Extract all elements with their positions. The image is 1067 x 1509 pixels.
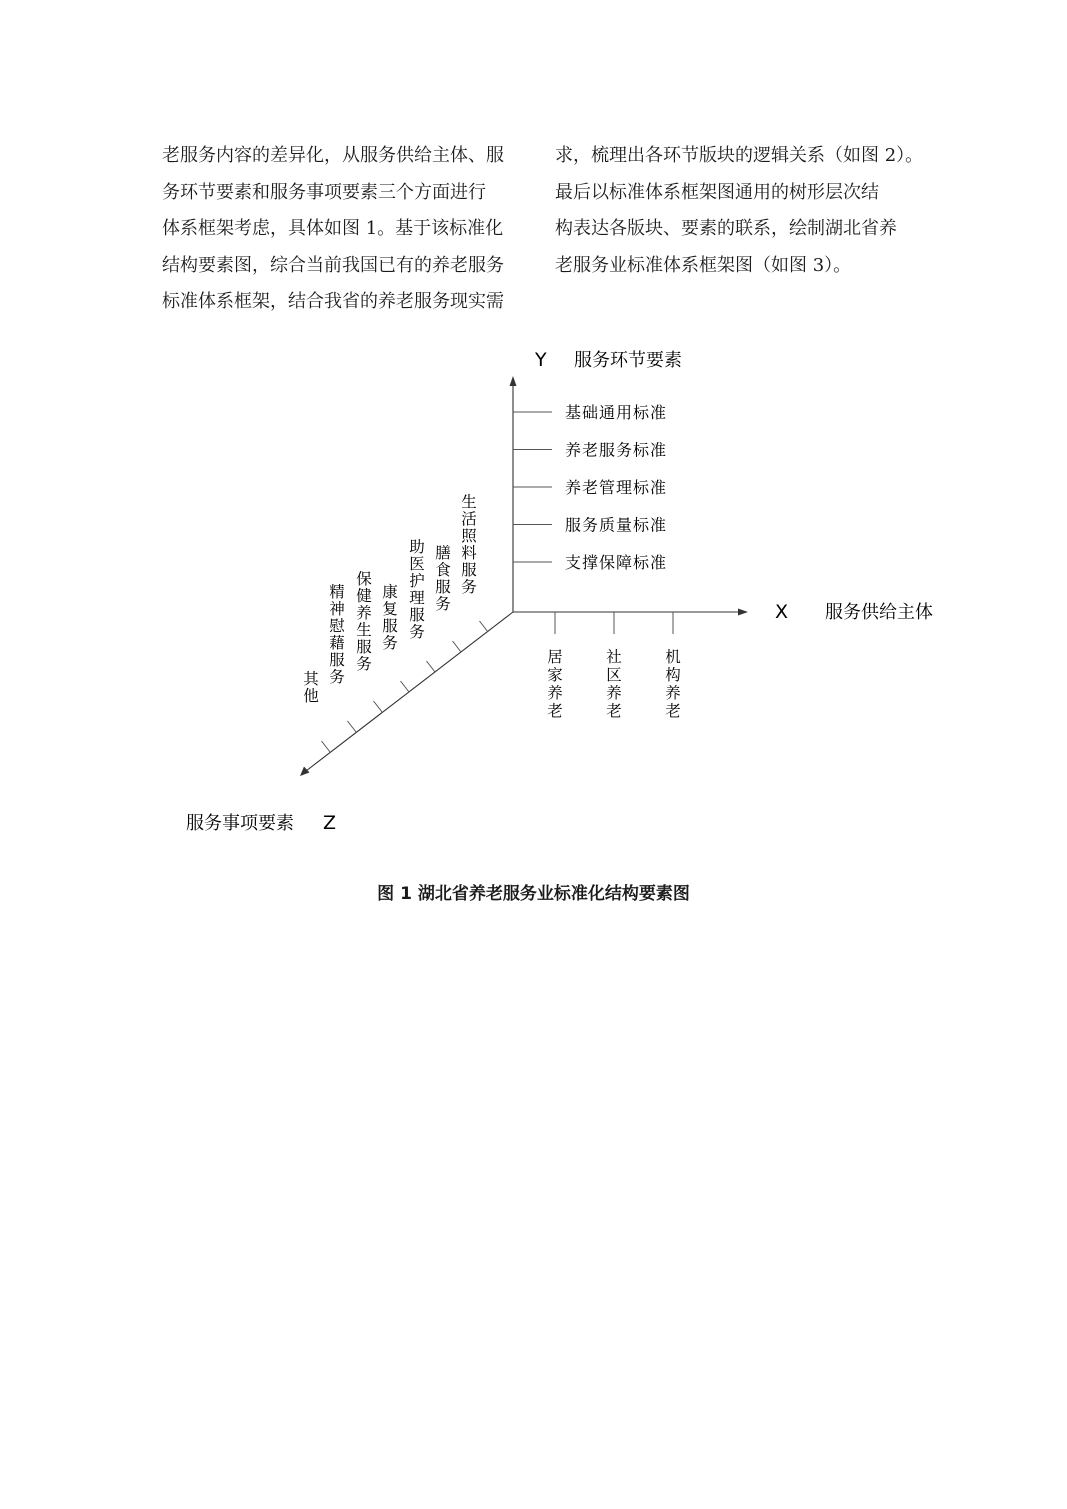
text-line: 体系框架考虑，具体如图 1。基于该标准化: [162, 218, 504, 239]
y-item-label: 养老管理标准: [565, 478, 668, 497]
x-item-label: 社区养老: [606, 648, 622, 720]
z-item-label: 助医护理服务: [409, 538, 425, 641]
text-line: 结构要素图，综合当前我国已有的养老服务: [162, 254, 504, 276]
z-tick: [374, 701, 383, 712]
z-axis-title: 服务事项要素: [186, 813, 294, 834]
figure-caption: 图 1 湖北省养老服务业标准化结构要素图: [377, 884, 690, 904]
x-axis-letter: X: [775, 601, 789, 623]
x-item-label: 居家养老: [547, 648, 563, 720]
y-item-label: 养老服务标准: [565, 440, 668, 460]
z-item-label: 膳食服务: [435, 544, 451, 613]
y-axis-title: 服务环节要素: [574, 350, 682, 371]
z-tick: [322, 741, 331, 752]
x-item-label: 机构养老: [665, 648, 681, 720]
z-tick: [480, 621, 489, 632]
text-line: 最后以标准体系框架图通用的树形层次结: [555, 181, 879, 203]
x-axis-title: 服务供给主体: [825, 602, 933, 623]
y-item-label: 基础通用标准: [565, 403, 668, 422]
z-item-label: 康复服务: [382, 583, 398, 652]
z-item-label: 其他: [303, 670, 319, 705]
z-axis-arrow: [300, 767, 310, 777]
z-item-label: 保健养生服务: [356, 570, 372, 673]
z-item-label: 生活照料服务: [461, 493, 477, 596]
text-line: 标准体系框架，结合我省的养老服务现实需: [162, 291, 504, 312]
z-tick: [401, 681, 410, 692]
y-item-label: 支撑保障标准: [565, 553, 668, 572]
z-item-label: 精神慰藉服务: [329, 583, 345, 686]
y-axis-arrow: [510, 376, 517, 386]
x-axis-arrow: [738, 609, 748, 616]
text-line: 老服务业标准体系框架图（如图 3）。: [555, 254, 852, 276]
z-tick: [453, 641, 462, 652]
z-tick: [348, 721, 357, 732]
y-axis-letter: Y: [535, 349, 547, 371]
y-item-label: 服务质量标准: [565, 515, 668, 535]
text-line: 求，梳理出各环节版块的逻辑关系（如图 2）。: [555, 145, 924, 166]
text-line: 务环节要素和服务事项要素三个方面进行: [162, 181, 486, 203]
z-axis-letter: Z: [323, 812, 337, 834]
z-tick: [427, 661, 436, 672]
text-line: 老服务内容的差异化，从服务供给主体、服: [162, 145, 504, 166]
text-line: 构表达各版块、要素的联系，绘制湖北省养: [555, 218, 897, 239]
